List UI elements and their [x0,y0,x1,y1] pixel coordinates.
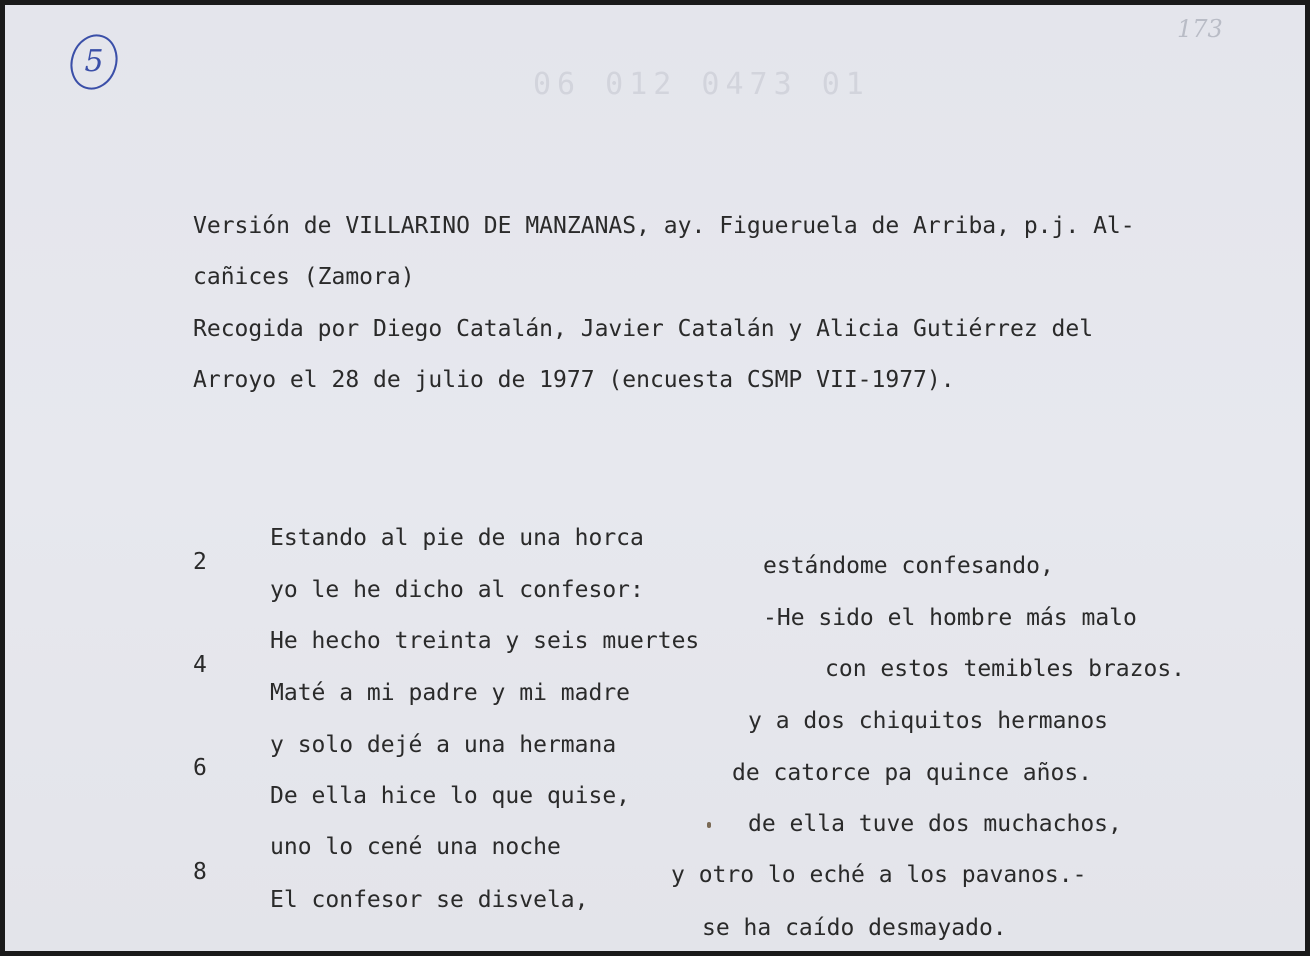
verse-second-hemistich: con estos temibles brazos. [825,656,1186,682]
verse-second-hemistich: de catorce pa quince años. [732,760,1093,786]
verse-second-hemistich: estándome confesando, [763,553,1054,579]
verse-first-hemistich: yo le he dicho al confesor: [270,577,644,603]
verse-second-hemistich: se ha caído desmayado. [702,915,1007,941]
verse-second-hemistich: y otro lo eché a los pavanos.- [671,862,1087,888]
verse-first-hemistich: He hecho treinta y seis muertes [270,628,700,654]
verse-first-hemistich: Maté a mi padre y mi madre [270,680,631,706]
paper-speck [707,822,711,828]
header-line-1: Versión de VILLARINO DE MANZANAS, ay. Figueruela de Arriba, p.j. Al- [193,213,1135,239]
folio-number: 173 [1177,15,1223,43]
verse-line [5,468,1305,579]
verse-second-hemistich: y a dos chiquitos hermanos [748,708,1109,734]
ghost-stamp: 06 012 0473 01 [533,67,870,102]
verse-number: 8 [193,859,207,885]
circled-number-mark [67,29,121,93]
verse-number: 4 [193,652,207,678]
verse-number: 6 [193,755,207,781]
header-line-3: Recogida por Diego Catalán, Javier Catalán y Alicia Gutiérrez del [193,316,1094,342]
circled-number: 5 [84,43,104,79]
verse-second-hemistich: de ella tuve dos muchachos, [748,811,1122,837]
header-line-4: Arroyo el 28 de julio de 1977 (encuesta CSMP VII-1977). [193,367,955,393]
verse-first-hemistich: De ella hice lo que quise, [270,783,631,809]
header-line-2: cañices (Zamora) [193,264,415,290]
verse-number: 2 [193,549,207,575]
verse-first-hemistich: uno lo cené una noche [270,834,561,860]
verse-second-hemistich: -He sido el hombre más malo [763,605,1137,631]
verse-first-hemistich: y solo dejé a una hermana [270,732,617,758]
verse-first-hemistich: El confesor se disvela, [270,887,589,913]
verse-first-hemistich: Estando al pie de una horca [270,525,644,551]
